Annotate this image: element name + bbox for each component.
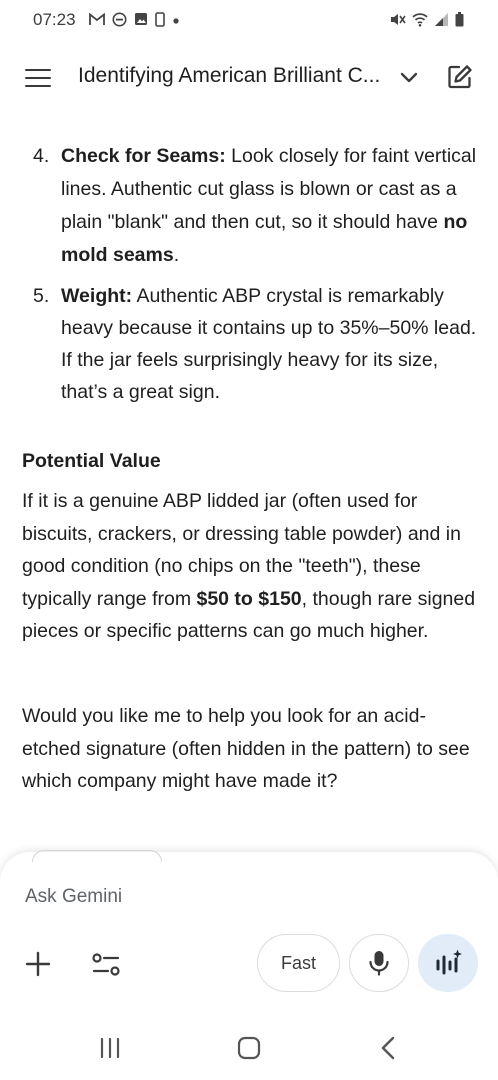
phone-icon	[155, 12, 165, 29]
list-item-number: 4.	[33, 145, 50, 167]
list-item-end: .	[173, 244, 180, 266]
mute-vibrate-icon	[390, 12, 406, 29]
status-bar	[0, 0, 498, 40]
gemini-live-button[interactable]	[418, 934, 478, 992]
signal-icon	[434, 12, 449, 29]
top-app-bar	[0, 50, 498, 106]
list-item-number: 5.	[33, 285, 50, 307]
do-not-disturb-icon	[112, 12, 127, 29]
recents-icon[interactable]	[98, 1037, 122, 1059]
gmail-icon	[89, 13, 105, 28]
system-navigation-bar	[0, 1020, 498, 1080]
add-attachment-plus-icon[interactable]	[24, 950, 52, 978]
wifi-icon	[412, 12, 428, 29]
ask-gemini-input[interactable]: Ask Gemini	[25, 886, 123, 907]
value-paragraph	[22, 485, 482, 648]
microphone-icon	[368, 949, 390, 977]
status-bar-right	[390, 12, 464, 29]
new-chat-edit-icon[interactable]	[446, 63, 474, 91]
back-icon[interactable]	[378, 1035, 398, 1061]
image-icon	[134, 12, 148, 28]
list-item-label: Check for Seams:	[61, 145, 226, 167]
list-item-body: Look closely for faint vertical lines. Authentic cut glass is blown or cast as a plain "blank" and then cut, so it should have	[61, 145, 477, 233]
status-bar-left	[33, 10, 180, 30]
live-waveform-sparkle-icon	[433, 948, 463, 978]
status-time: 07:23	[33, 10, 76, 29]
list-item-body: Authentic ABP crystal is remarkably heavy because it contains up to 35%–50% lead. If the jar feels surprisingly heavy for its size, that’s a great sign.	[61, 285, 477, 403]
value-range: $50 to $150	[196, 587, 302, 610]
tools-icon[interactable]	[91, 951, 121, 979]
dot-icon	[172, 13, 180, 27]
list-item-text	[61, 280, 481, 408]
conversation-title[interactable]: Identifying American Brilliant C...	[78, 64, 381, 87]
list-item-label: Weight:	[61, 285, 133, 307]
suggestion-chip[interactable]	[32, 850, 162, 862]
list-item-emphasis: no mold seams	[61, 211, 468, 266]
chevron-down-icon[interactable]	[398, 66, 420, 88]
mode-fast-button[interactable]: Fast	[257, 934, 340, 992]
value-text: If it is a genuine ABP lidded jar (often used for biscuits, crackers, or dressing table powder) and in good condition (no chips on the "teeth"), these typically range from	[22, 490, 461, 610]
list-item-text	[61, 140, 481, 272]
battery-icon	[455, 12, 464, 29]
home-icon[interactable]	[237, 1036, 261, 1060]
microphone-button[interactable]	[349, 934, 409, 992]
menu-icon[interactable]	[24, 66, 52, 90]
value-text-end: , though rare signed pieces or specific patterns can go much higher.	[22, 587, 476, 642]
followup-question: Would you like me to help you look for an acid-etched signature (often hidden in the pattern) to see which company might have made it?	[22, 705, 470, 792]
section-heading: Potential Value	[22, 450, 161, 472]
